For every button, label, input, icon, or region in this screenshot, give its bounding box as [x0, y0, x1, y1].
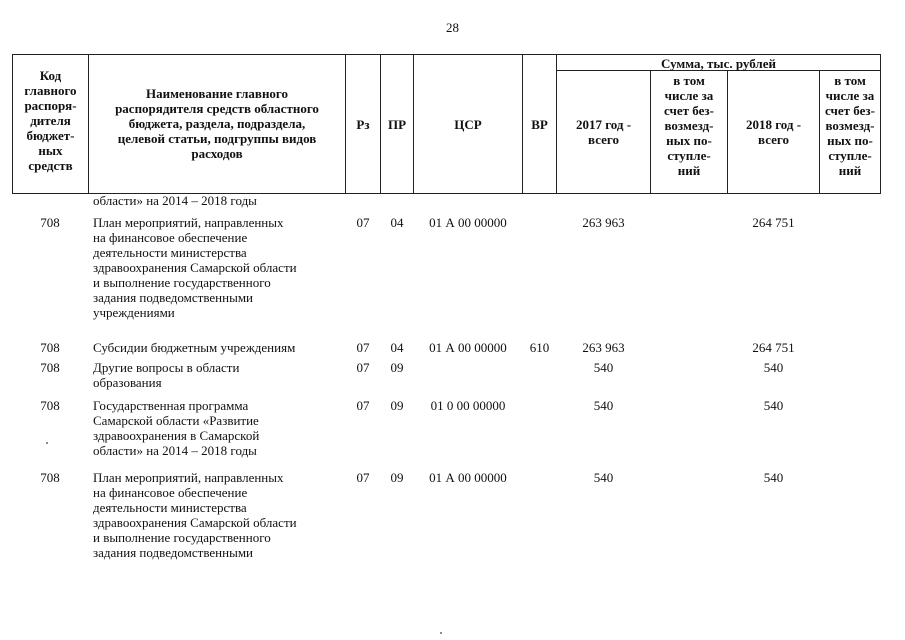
header-vr: ВР: [531, 117, 548, 132]
row-name: Государственная программа Самарской области «Развитие здравоохранения в Самарской области» на 2014 – 2018 годы: [93, 398, 260, 458]
header-rz: Рз: [356, 117, 370, 132]
row-sum-2017: 540: [593, 398, 614, 413]
header-pr: ПР: [387, 117, 407, 132]
scan-speck: [46, 442, 48, 444]
header-2018-total: 2018 год - всего: [745, 117, 802, 147]
header-top-border: [12, 54, 880, 55]
row-csr: 01 0 00 00000: [430, 398, 506, 413]
row-sum-2018: 264 751: [752, 340, 795, 355]
row-sum-2018: 540: [763, 360, 784, 375]
row-pr: 09: [390, 470, 404, 485]
row-name: План мероприятий, направленных на финансовое обеспечение деятельности министерства здравоохранения Самарской области и выполнение государственного задания подведомственными учреждениями: [93, 215, 297, 320]
continuation-line: области» на 2014 – 2018 годы: [93, 193, 257, 208]
row-sum-2018: 264 751: [752, 215, 795, 230]
row-csr: 01 А 00 00000: [429, 470, 507, 485]
header-2017-grants: в том числе за счет без- возмезд- ных по- ступле- ний: [664, 73, 714, 178]
row-code: 708: [40, 360, 60, 375]
scan-speck: [440, 632, 442, 634]
row-pr: 09: [390, 398, 404, 413]
col-border: [880, 54, 881, 194]
row-vr: 610: [529, 340, 550, 355]
row-code: 708: [40, 340, 60, 355]
row-sum-2017: 263 963: [582, 215, 625, 230]
row-pr: 04: [390, 340, 404, 355]
row-pr: 09: [390, 360, 404, 375]
row-csr: 01 А 00 00000: [429, 340, 507, 355]
header-2017-total: 2017 год - всего: [575, 117, 632, 147]
row-sum-2017: 540: [593, 360, 614, 375]
row-csr: 01 А 00 00000: [429, 215, 507, 230]
header-code: Код главного распоря- дителя бюджет- ных средств: [24, 68, 77, 173]
row-code: 708: [40, 398, 60, 413]
header-name: Наименование главного распорядителя средств областного бюджета, раздела, подраздела, целевой статьи, подгруппы видов расходов: [115, 86, 319, 161]
row-pr: 04: [390, 215, 404, 230]
row-code: 708: [40, 215, 60, 230]
row-name: Субсидии бюджетным учреждениям: [93, 340, 296, 355]
header-2018-grants: в том числе за счет без- возмезд- ных по- ступле- ний: [825, 73, 875, 178]
row-code: 708: [40, 470, 60, 485]
page-number: 28: [446, 20, 459, 35]
row-rz: 07: [356, 470, 370, 485]
row-rz: 07: [356, 340, 370, 355]
row-name: План мероприятий, направленных на финансовое обеспечение деятельности министерства здравоохранения Самарской области и выполнение государственного задания подведомственными: [93, 470, 297, 560]
header-csr: ЦСР: [454, 117, 482, 132]
row-rz: 07: [356, 398, 370, 413]
row-sum-2017: 540: [593, 470, 614, 485]
row-sum-2017: 263 963: [582, 340, 625, 355]
row-sum-2018: 540: [763, 470, 784, 485]
row-rz: 07: [356, 215, 370, 230]
row-name: Другие вопросы в области образования: [93, 360, 240, 390]
header-sum-group: Сумма, тыс. рублей: [661, 56, 776, 71]
row-sum-2018: 540: [763, 398, 784, 413]
row-rz: 07: [356, 360, 370, 375]
